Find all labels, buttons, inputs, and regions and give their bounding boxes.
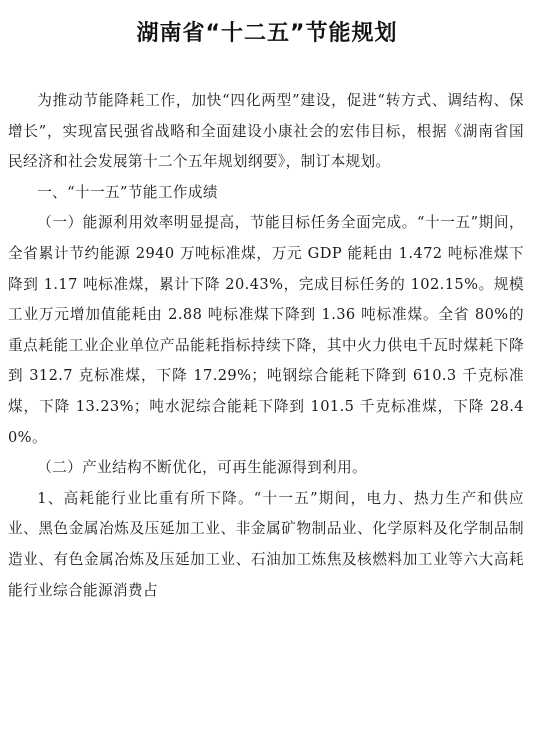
industry-paragraph: 1、高耗能行业比重有所下降。“十一五”期间，电力、热力生产和供应业、黑色金属冶炼及压延加工业、非金属矿物制品业、化学原料及化学制品制造业、有色金属冶炼及压延加工业、石油加工炼焦及核燃料加工业等六大高耗能行业综合能源消费占 <box>8 489 524 599</box>
document-title: 湖南省“十二五”节能规划 <box>136 21 398 46</box>
intro-paragraph: 为推动节能降耗工作，加快“四化两型”建设，促进“转方式、调结构、保增长”，实现富民强省战略和全面建设小康社会的宏伟目标，根据《湖南省国民经济和社会发展第十二个五年规划纲要》，制订本规划。 <box>8 92 524 171</box>
section-heading: 一、“十一五”节能工作成绩 <box>37 183 218 201</box>
subsection-heading: （二）产业结构不断优化，可再生能源得到利用。 <box>37 459 368 477</box>
document-body <box>8 86 524 606</box>
energy-efficiency-paragraph: （一）能源利用效率明显提高，节能目标任务全面完成。“十一五”期间，全省累计节约能源 2940 万吨标准煤，万元 GDP 能耗由 1.472 吨标准煤下降到 1.17 吨标准煤，累计下降 20.43%，完成目标任务的 102.15%。规模工业万元增加值能耗由 2.88 吨标准煤下降到 1.36 吨标准煤。全省 80%的重点耗能工业企业单位产品能耗指标持续下降，其中火力供电千瓦时煤耗下降到 312.7 克标准煤，下降 17.29%；吨钢综合能耗下降到 610.3 千克标准煤，下降 13.23%；吨水泥综合能耗下降到 101.5 千克标准煤，下降 28.40%。 <box>8 214 524 446</box>
